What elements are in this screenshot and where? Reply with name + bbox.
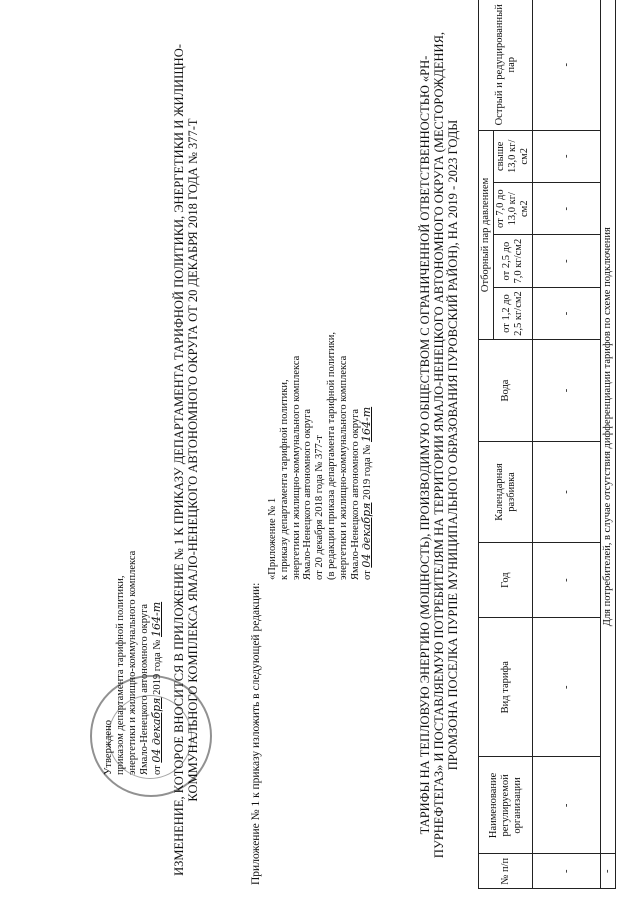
handwritten-date: 04 декабря (150, 697, 163, 763)
table-note: Для потребителей, в случае отсутствия дифференциации тарифов по схеме подключения (601, 0, 616, 854)
header-steam: Отборный пар давлением (479, 130, 494, 340)
table-cell: - (533, 235, 601, 287)
approval-block (103, 435, 164, 775)
header-pressure-1: от 1,2 до 2,5 кг/см2 (494, 287, 533, 339)
handwritten-number: 164-т (360, 406, 374, 443)
table-cell: - (533, 617, 601, 756)
table-cell: - (533, 182, 601, 234)
table-row (601, 0, 616, 889)
header-num: № п/п (479, 854, 533, 889)
table-cell: - (533, 287, 601, 339)
annex-date: от 04 декабря 2019 года № 164-т (360, 406, 374, 580)
approval-line: энергетики и жилищно-коммунального комплекса (127, 550, 138, 775)
table-cell: - (533, 757, 601, 854)
table-header-row (479, 0, 494, 889)
handwritten-number: 164-т (150, 601, 163, 638)
approval-date: от 04 декабря 2019 года № 164-т (150, 601, 163, 775)
tariff-table (478, 0, 616, 889)
table-cell: - (533, 0, 601, 130)
header-water: Вода (479, 340, 533, 442)
table-cell: - (533, 854, 601, 889)
table-cell: - (533, 340, 601, 442)
tariff-title: ТАРИФЫ НА ТЕПЛОВУЮ ЭНЕРГИЮ (МОЩНОСТЬ), ПРОИЗВОДИМУЮ ОБЩЕСТВОМ С ОГРАНИЧЕННОЙ ОТВЕТСТВЕННОСТЬЮ «РН-ПУРНЕФТЕГАЗ» И ПОСТАВЛЯЕМУЮ ПОТРЕБИТЕЛЯМ НА ТЕРРИТОРИИ ЯМАЛО-НЕНЕЦКОГО АВТОНОМНОГО ОКРУГА (МЕСТОРОЖДЕНИЯ, ПРОМЗОНА ПОСЕЛКА ПУРПЕ МУНИЦИПАЛЬНОГО ОБРАЗОВАНИЯ ПУРОВСКИЙ РАЙОН), НА 2019 - 2023 ГОДЫ (418, 31, 460, 859)
header-calendar: Календарная разбивка (479, 441, 533, 543)
table-cell: - (533, 441, 601, 543)
header-tariff-type: Вид тарифа (479, 617, 533, 756)
handwritten-date: 04 декабря (360, 502, 374, 568)
approval-line: приказом департамента тарифной политики, (115, 575, 126, 775)
header-pressure-3: от 7,0 до 13,0 кг/см2 (494, 182, 533, 234)
document-title: ИЗМЕНЕНИЕ, КОТОРОЕ ВНОСИТСЯ В ПРИЛОЖЕНИЕ № 1 К ПРИКАЗУ ДЕПАРТАМЕНТА ТАРИФНОЙ ПОЛИТИКИ, ЭНЕРГЕТИКИ И ЖИЛИЩНО-КОММУНАЛЬНОГО КОМПЛЕКСА ЯМАЛО-НЕНЕЦКОГО АВТОНОМНОГО ОКРУГА ОТ 20 ДЕКАБРЯ 2018 ГОДА № 377-Т (172, 44, 200, 876)
lead-sentence: Приложение № 1 к приказу изложить в следующей редакции: (250, 582, 262, 885)
table-cell: - (601, 854, 616, 889)
header-sharp-steam: Острый и редуцированный пар (479, 0, 533, 130)
table-cell: - (533, 543, 601, 618)
approval-line: Ямало-Ненецкого автономного округа (139, 603, 150, 775)
header-pressure-2: от 2,5 до 7,0 кг/см2 (494, 235, 533, 287)
header-pressure-4: свыше 13,0 кг/см2 (494, 130, 533, 182)
approval-line: Утверждено (103, 720, 114, 775)
table-cell: - (533, 130, 601, 182)
header-org: Наименование регулируемой организации (479, 757, 533, 854)
table-row (533, 0, 601, 889)
header-year: Год (479, 543, 533, 618)
annex-header: «Приложение № 1 к приказу департамента тарифной политики, энергетики и жилищно-коммунального комплекса Ямало-Ненецкого автономного округа от 20 декабря 2018 года № 377-т (в редакции приказа департамента тарифной политики, энергетики и жилищно-коммунального комплекса Ямало-Ненецкого автономного округа от 04 декабря 2019 года № 164-т (267, 250, 374, 580)
